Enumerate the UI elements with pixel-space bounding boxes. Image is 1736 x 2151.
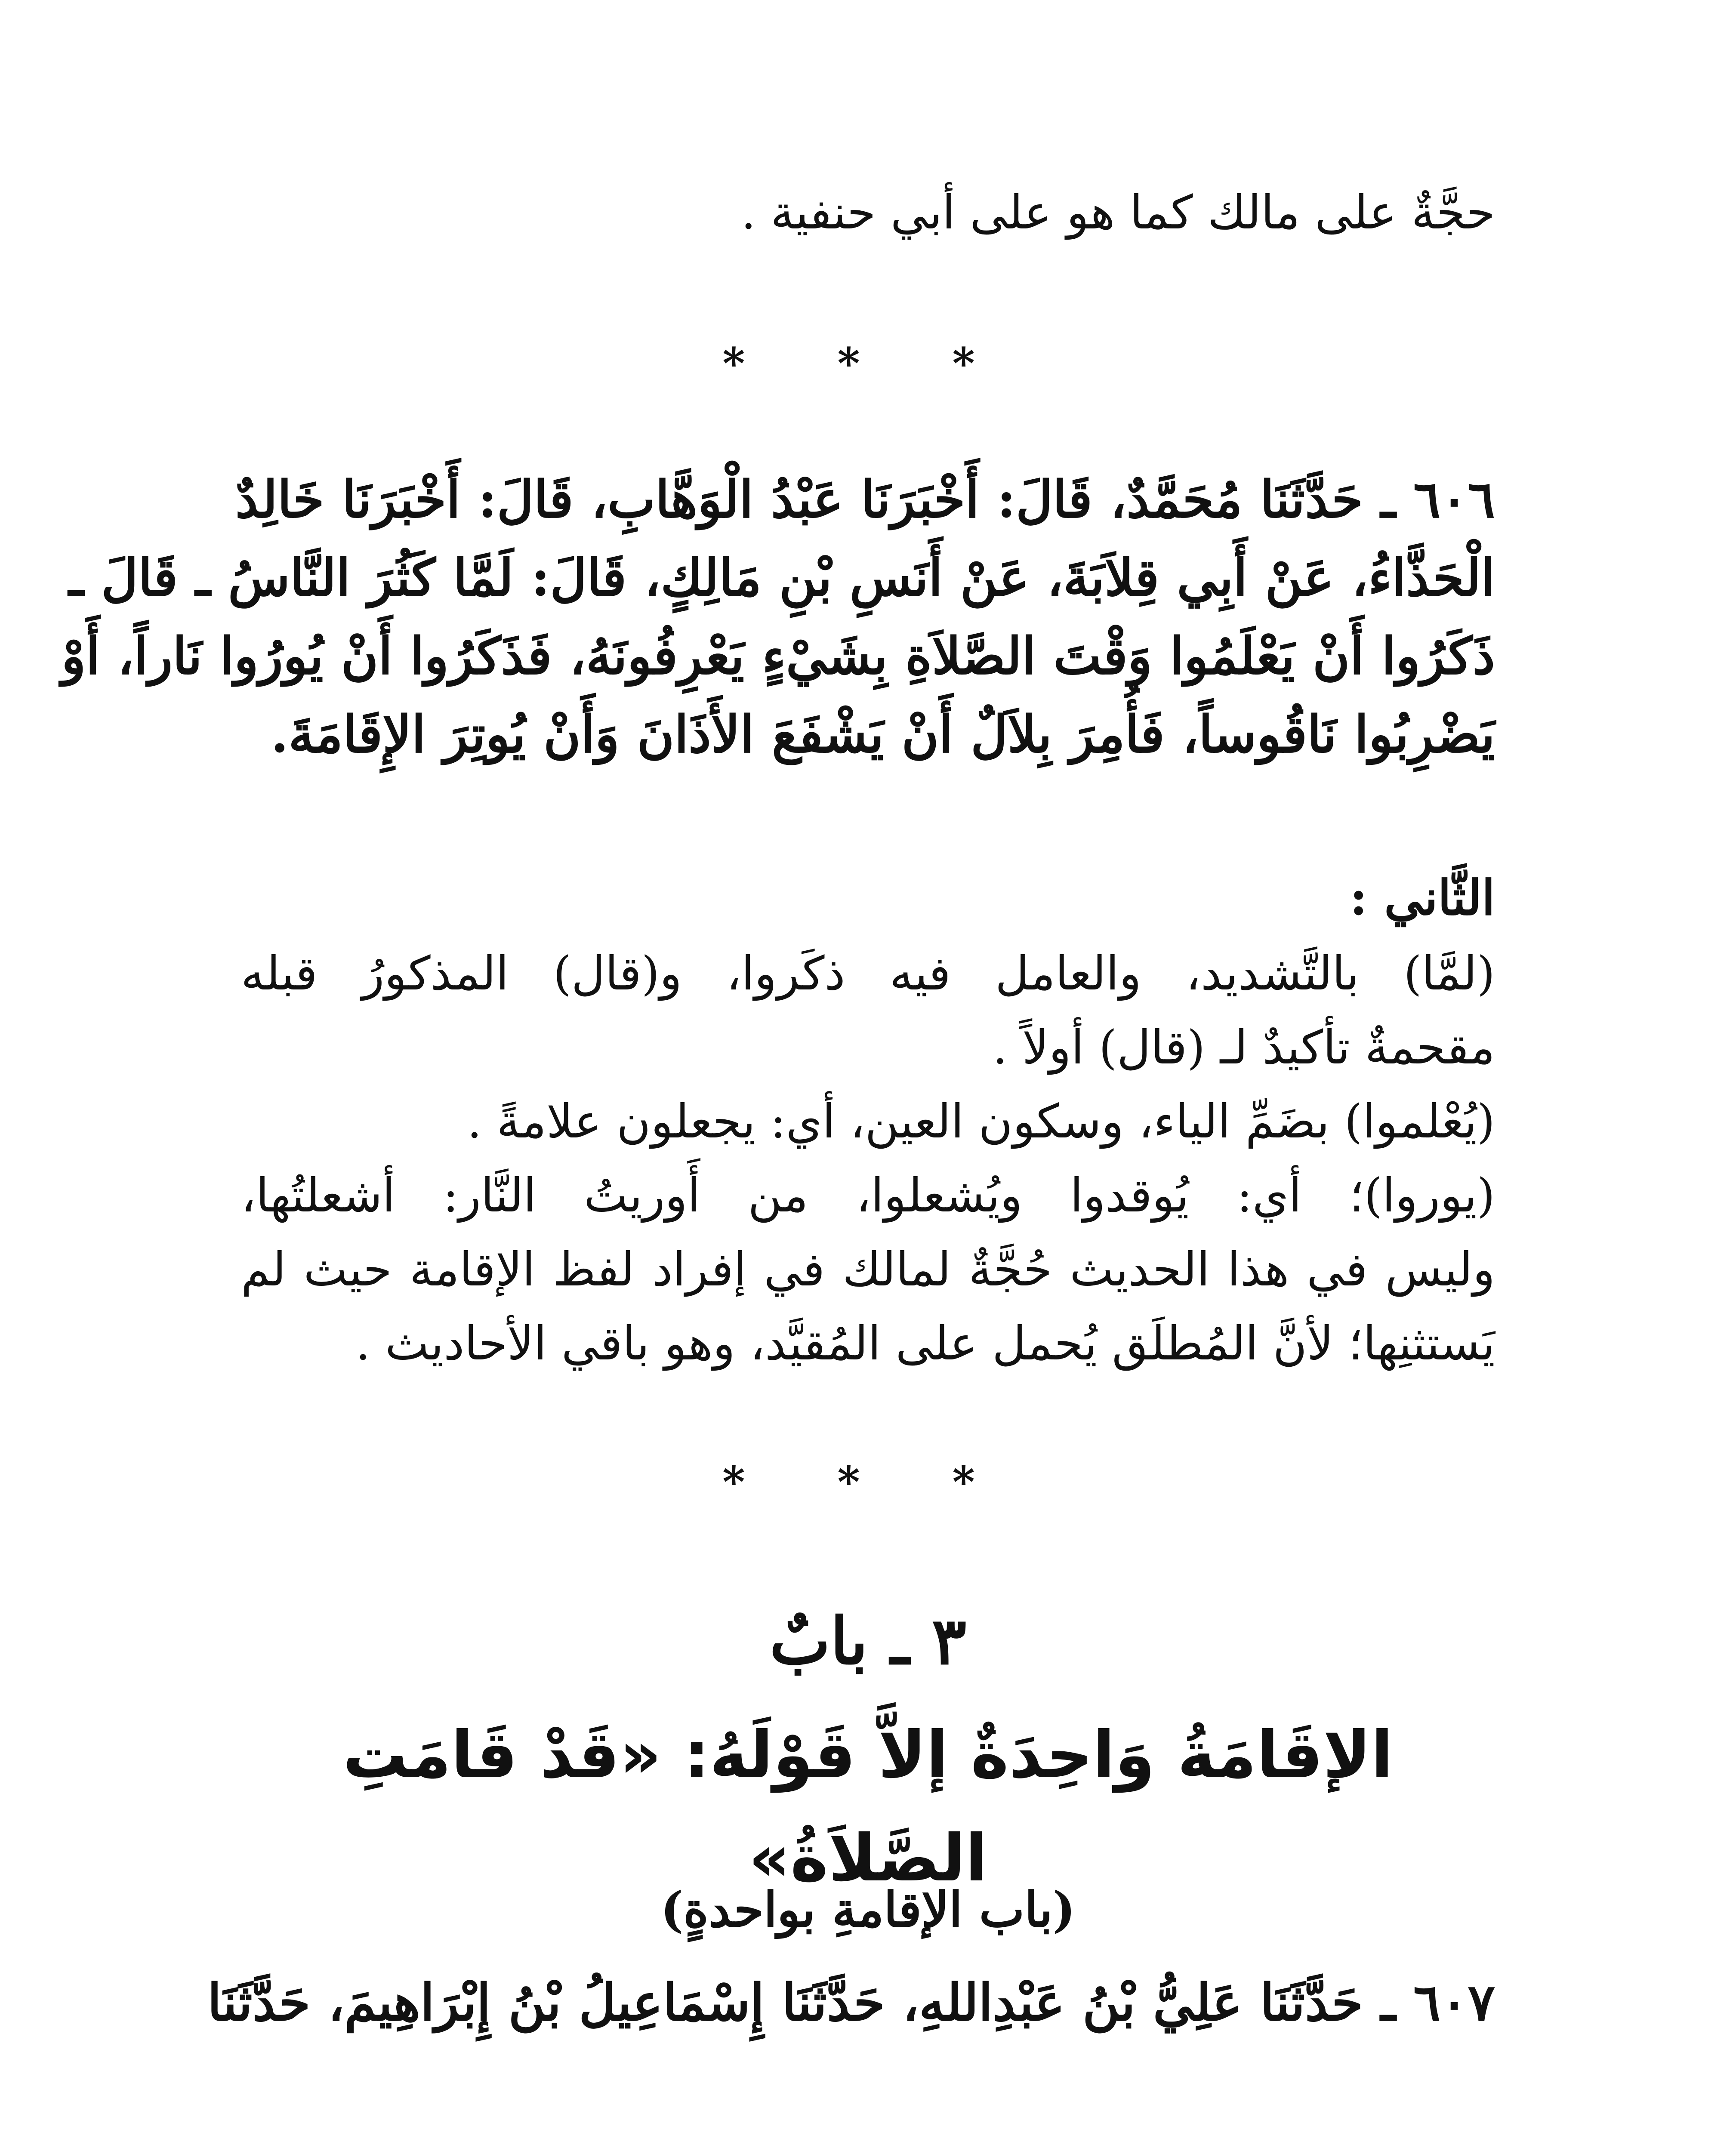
- hadith-607: [207, 1962, 1495, 2043]
- commentary-paragraph: [241, 937, 1495, 1085]
- commentary-paragraph: [241, 1085, 1495, 1159]
- commentary-line: وليس في هذا الحديث حُجَّةٌ لمالك في إفراد لفظ الإقامة حيث لم: [241, 1242, 1495, 1297]
- hadith-606-line: الْحَذَّاءُ، عَنْ أَبِي قِلاَبَةَ، عَنْ أَنَسِ بْنِ مَالِكٍ، قَالَ: لَمَّا كَثُرَ النَّاسُ ـ قَالَ ـ: [68, 547, 1495, 607]
- chapter-title: الإقَامَةُ وَاحِدَةٌ إلاَّ قَوْلَهُ: «قَدْ قَامَتِ الصَّلاَةُ»: [342, 1717, 1394, 1896]
- separator-stars: * * *: [722, 338, 1014, 389]
- separator-stars: * * *: [722, 1456, 1014, 1507]
- commentary: [241, 937, 1495, 1381]
- hadith-607-line: ٦٠٧ ـ حَدَّثَنَا عَلِيُّ بْنُ عَبْدِاللهِ، حَدَّثَنَا إِسْمَاعِيلُ بْنُ إِبْرَاهِيمَ، حَدَّثَنَا: [207, 1972, 1495, 2032]
- commentary-line: (لمَّا) بالتَّشديد، والعامل فيه ذكَروا، و(قال) المذكورُ قبله: [241, 946, 1495, 1001]
- commentary-line: (يُعْلموا) بضَمِّ الياء، وسكون العين، أي: يجعلون علامةً .: [467, 1094, 1495, 1149]
- hadith-606-line: ٦٠٦ ـ حَدَّثَنَا مُحَمَّدٌ، قَالَ: أَخْبَرَنَا عَبْدُ الْوَهَّابِ، قَالَ: أَخْبَرَنَا خَالِدٌ: [235, 469, 1495, 529]
- hadith-606: [61, 460, 1495, 773]
- commentary-line: (يوروا)؛ أي: يُوقدوا ويُشعلوا، من أَوريتُ النَّار: أشعلتُها،: [241, 1168, 1495, 1223]
- commentary-paragraph: [241, 1159, 1495, 1381]
- commentary-line: يَستثنِها؛ لأنَّ المُطلَق يُحمل على المُقيَّد، وهو باقي الأحاديث .: [355, 1316, 1495, 1371]
- chapter-number: ٣ ـ بابٌ: [769, 1603, 967, 1679]
- commentary-line: مقحمةٌ تأكيدٌ لـ (قال) أولاً .: [993, 1020, 1495, 1075]
- hadith-606-line: ذَكَرُوا أَنْ يَعْلَمُوا وَقْتَ الصَّلاَةِ بِشَيْءٍ يَعْرِفُونَهُ، فَذَكَرُوا أَنْ يُورُوا نَاراً، أَوْ: [61, 626, 1495, 686]
- section-heading: الثَّاني :: [1349, 869, 1495, 926]
- intro-paragraph: [241, 185, 1495, 241]
- hadith-606-line: يَضْرِبُوا نَاقُوساً، فَأُمِرَ بِلاَلٌ أَنْ يَشْفَعَ الأَذَانَ وَأَنْ يُوتِرَ الإِقَامَةَ.: [271, 704, 1495, 764]
- chapter-subtitle: (باب الإقامةِ بواحدةٍ): [660, 1881, 1076, 1938]
- intro-line: حجَّةٌ على مالك كما هو على أبي حنفية .: [741, 186, 1495, 240]
